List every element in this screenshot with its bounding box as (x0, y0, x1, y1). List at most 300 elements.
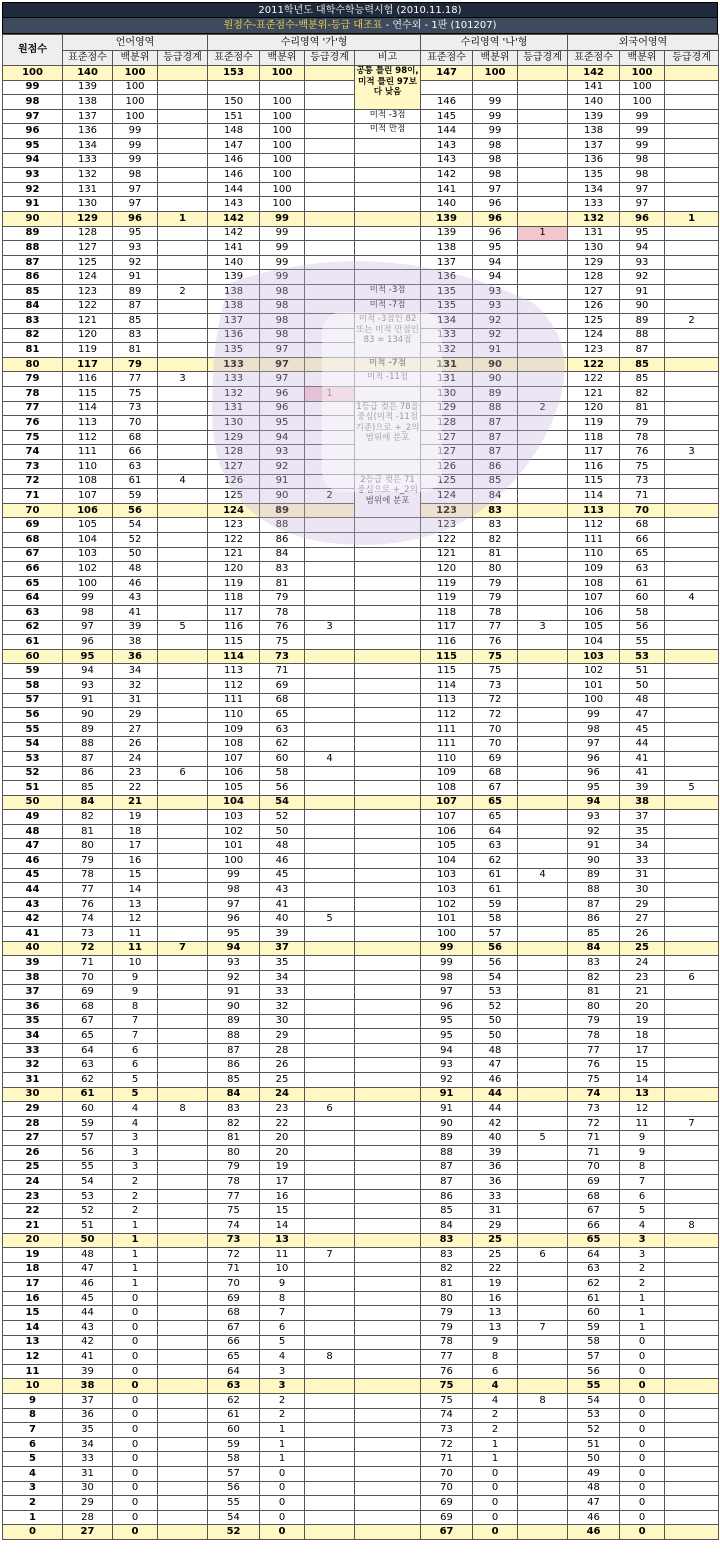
math-na-std-cell: 145 (421, 109, 473, 124)
korean-pct-cell: 89 (113, 284, 158, 299)
raw-score-cell: 32 (3, 1058, 63, 1073)
english-pct-cell: 25 (620, 941, 665, 956)
math-ga-grade-cell (305, 1379, 355, 1394)
english-std-cell: 96 (568, 766, 620, 781)
math-ga-std-cell: 100 (208, 854, 260, 869)
korean-pct-cell: 7 (113, 1014, 158, 1029)
korean-grade-cell (158, 1423, 208, 1438)
english-grade-cell (665, 1525, 719, 1540)
math-na-grade-cell (518, 956, 568, 971)
math-na-pct-cell: 82 (473, 533, 518, 548)
table-row (3, 1408, 719, 1423)
korean-grade-cell (158, 241, 208, 256)
math-ga-std-cell: 126 (208, 474, 260, 489)
math-na-std-cell: 71 (421, 1452, 473, 1467)
math-na-pct-cell: 64 (473, 824, 518, 839)
math-na-grade-cell (518, 460, 568, 475)
korean-std-cell: 43 (63, 1321, 113, 1336)
math-na-grade-cell (518, 1335, 568, 1350)
english-grade-cell (665, 1262, 719, 1277)
english-grade-cell (665, 824, 719, 839)
english-grade-cell (665, 664, 719, 679)
korean-pct-cell: 96 (113, 211, 158, 226)
math-ga-std-cell: 75 (208, 1204, 260, 1219)
math-na-pct-cell: 99 (473, 95, 518, 110)
math-na-grade-cell (518, 95, 568, 110)
math-na-std-cell: 107 (421, 795, 473, 810)
korean-pct-cell: 5 (113, 1072, 158, 1087)
math-na-grade-cell (518, 649, 568, 664)
math-na-grade-cell (518, 605, 568, 620)
math-na-grade-cell (518, 1408, 568, 1423)
korean-grade-cell (158, 868, 208, 883)
english-grade-cell (665, 270, 719, 285)
math-na-std-cell: 143 (421, 138, 473, 153)
raw-score-cell: 89 (3, 226, 63, 241)
note-cell (355, 781, 421, 796)
math-na-std-cell: 135 (421, 284, 473, 299)
math-ga-std-cell: 113 (208, 664, 260, 679)
math-ga-grade-cell (305, 1408, 355, 1423)
math-ga-grade-cell (305, 1364, 355, 1379)
raw-score-cell: 4 (3, 1467, 63, 1482)
korean-grade-cell (158, 270, 208, 285)
english-grade-cell (665, 985, 719, 1000)
header-pct: 백분위 (113, 51, 158, 66)
korean-std-cell: 98 (63, 605, 113, 620)
math-ga-std-cell (208, 80, 260, 95)
math-na-std-cell: 83 (421, 1248, 473, 1263)
page-title: 2011학년도 대학수학능력시험 (2010.11.18) (2, 2, 718, 18)
english-pct-cell: 1 (620, 1306, 665, 1321)
korean-grade-cell (158, 109, 208, 124)
math-na-pct-cell: 33 (473, 1189, 518, 1204)
korean-pct-cell: 41 (113, 605, 158, 620)
math-na-pct-cell: 98 (473, 168, 518, 183)
korean-grade-cell (158, 1321, 208, 1336)
math-ga-pct-cell: 34 (260, 970, 305, 985)
korean-grade-cell (158, 124, 208, 139)
korean-std-cell: 137 (63, 109, 113, 124)
math-ga-pct-cell: 90 (260, 489, 305, 504)
table-row (3, 1423, 719, 1438)
math-ga-pct-cell: 83 (260, 562, 305, 577)
math-ga-pct-cell: 69 (260, 678, 305, 693)
math-na-pct-cell: 96 (473, 211, 518, 226)
note-cell (355, 1072, 421, 1087)
math-ga-pct-cell: 94 (260, 430, 305, 445)
english-grade-cell (665, 795, 719, 810)
math-na-std-cell: 67 (421, 1525, 473, 1540)
math-na-grade-cell (518, 1000, 568, 1015)
korean-pct-cell: 39 (113, 620, 158, 635)
math-ga-std-cell: 124 (208, 503, 260, 518)
math-na-std-cell: 115 (421, 664, 473, 679)
math-na-pct-cell: 68 (473, 766, 518, 781)
korean-std-cell: 89 (63, 722, 113, 737)
math-ga-grade-cell (305, 781, 355, 796)
english-grade-cell: 1 (665, 211, 719, 226)
raw-score-cell: 90 (3, 211, 63, 226)
math-ga-pct-cell: 100 (260, 197, 305, 212)
raw-score-cell: 39 (3, 956, 63, 971)
math-ga-pct-cell: 100 (260, 95, 305, 110)
korean-std-cell: 120 (63, 328, 113, 343)
english-std-cell: 102 (568, 664, 620, 679)
english-pct-cell: 85 (620, 357, 665, 372)
math-na-pct-cell: 86 (473, 460, 518, 475)
korean-grade-cell (158, 1262, 208, 1277)
math-na-std-cell: 132 (421, 343, 473, 358)
korean-grade-cell: 1 (158, 211, 208, 226)
note-cell (355, 1394, 421, 1409)
korean-std-cell: 27 (63, 1525, 113, 1540)
math-ga-std-cell: 77 (208, 1189, 260, 1204)
math-ga-grade-cell (305, 1423, 355, 1438)
math-na-grade-cell: 8 (518, 1394, 568, 1409)
english-grade-cell (665, 226, 719, 241)
note-cell (355, 1423, 421, 1438)
math-ga-grade-cell (305, 1218, 355, 1233)
math-na-pct-cell: 22 (473, 1262, 518, 1277)
english-pct-cell: 23 (620, 970, 665, 985)
math-ga-std-cell: 121 (208, 547, 260, 562)
math-na-std-cell: 146 (421, 95, 473, 110)
table-row (3, 1481, 719, 1496)
math-na-std-cell: 93 (421, 1058, 473, 1073)
english-std-cell: 114 (568, 489, 620, 504)
note-cell (355, 912, 421, 927)
math-ga-pct-cell: 78 (260, 605, 305, 620)
english-grade-cell (665, 1029, 719, 1044)
math-ga-pct-cell: 37 (260, 941, 305, 956)
math-na-pct-cell: 61 (473, 883, 518, 898)
table-row (3, 1350, 719, 1365)
math-ga-std-cell: 79 (208, 1160, 260, 1175)
note-cell (355, 1306, 421, 1321)
math-ga-pct-cell: 81 (260, 576, 305, 591)
korean-pct-cell: 50 (113, 547, 158, 562)
english-std-cell: 96 (568, 751, 620, 766)
english-pct-cell: 85 (620, 372, 665, 387)
english-pct-cell: 2 (620, 1262, 665, 1277)
note-cell (355, 1058, 421, 1073)
math-ga-std-cell: 104 (208, 795, 260, 810)
korean-std-cell: 106 (63, 503, 113, 518)
korean-grade-cell: 7 (158, 941, 208, 956)
table-row (3, 562, 719, 577)
korean-pct-cell: 27 (113, 722, 158, 737)
table-row (3, 1364, 719, 1379)
math-ga-std-cell: 136 (208, 328, 260, 343)
math-ga-grade-cell (305, 1014, 355, 1029)
korean-pct-cell: 3 (113, 1145, 158, 1160)
korean-pct-cell: 11 (113, 941, 158, 956)
korean-grade-cell (158, 1496, 208, 1511)
table-row (3, 839, 719, 854)
english-grade-cell (665, 95, 719, 110)
math-na-std-cell: 131 (421, 357, 473, 372)
english-grade-cell (665, 1437, 719, 1452)
english-grade-cell (665, 883, 719, 898)
math-na-grade-cell (518, 182, 568, 197)
math-na-std-cell: 99 (421, 956, 473, 971)
math-ga-std-cell: 99 (208, 868, 260, 883)
math-ga-std-cell: 56 (208, 1481, 260, 1496)
korean-grade-cell (158, 649, 208, 664)
korean-pct-cell: 12 (113, 912, 158, 927)
math-na-pct-cell: 72 (473, 708, 518, 723)
math-na-std-cell: 80 (421, 1291, 473, 1306)
english-pct-cell: 56 (620, 620, 665, 635)
korean-grade-cell: 4 (158, 474, 208, 489)
table-row (3, 1145, 719, 1160)
table-row (3, 1189, 719, 1204)
korean-grade-cell (158, 1437, 208, 1452)
math-na-grade-cell (518, 153, 568, 168)
math-ga-grade-cell (305, 503, 355, 518)
english-std-cell: 76 (568, 1058, 620, 1073)
english-std-cell: 94 (568, 795, 620, 810)
math-ga-grade-cell (305, 241, 355, 256)
english-pct-cell: 60 (620, 591, 665, 606)
math-na-pct-cell: 63 (473, 839, 518, 854)
korean-grade-cell (158, 80, 208, 95)
korean-pct-cell: 3 (113, 1160, 158, 1175)
korean-std-cell: 108 (63, 474, 113, 489)
math-ga-grade-cell (305, 1262, 355, 1277)
korean-pct-cell: 52 (113, 533, 158, 548)
math-na-std-cell: 69 (421, 1510, 473, 1525)
math-na-std-cell: 97 (421, 985, 473, 1000)
note-cell (355, 1000, 421, 1015)
english-std-cell: 107 (568, 591, 620, 606)
math-na-pct-cell: 70 (473, 737, 518, 752)
math-na-grade-cell: 5 (518, 1131, 568, 1146)
math-ga-pct-cell: 11 (260, 1248, 305, 1263)
math-ga-grade-cell (305, 226, 355, 241)
english-grade-cell (665, 1160, 719, 1175)
math-na-grade-cell (518, 1014, 568, 1029)
raw-score-cell: 54 (3, 737, 63, 752)
table-row (3, 241, 719, 256)
note-cell (355, 1364, 421, 1379)
math-na-std-cell: 70 (421, 1481, 473, 1496)
korean-std-cell: 50 (63, 1233, 113, 1248)
math-na-std-cell: 107 (421, 810, 473, 825)
english-pct-cell: 100 (620, 80, 665, 95)
english-pct-cell: 55 (620, 635, 665, 650)
math-ga-std-cell: 55 (208, 1496, 260, 1511)
math-na-grade-cell (518, 314, 568, 329)
math-ga-pct-cell: 79 (260, 591, 305, 606)
korean-pct-cell: 3 (113, 1131, 158, 1146)
math-na-pct-cell: 85 (473, 474, 518, 489)
math-na-std-cell: 74 (421, 1408, 473, 1423)
table-row (3, 1029, 719, 1044)
math-na-pct-cell: 16 (473, 1291, 518, 1306)
english-std-cell: 132 (568, 211, 620, 226)
korean-grade-cell (158, 401, 208, 416)
page-subtitle (2, 18, 718, 34)
english-std-cell: 100 (568, 693, 620, 708)
english-pct-cell: 0 (620, 1408, 665, 1423)
math-ga-std-cell: 107 (208, 751, 260, 766)
math-ga-std-cell: 69 (208, 1291, 260, 1306)
english-pct-cell: 92 (620, 270, 665, 285)
math-na-grade-cell (518, 1072, 568, 1087)
korean-pct-cell: 8 (113, 1000, 158, 1015)
math-ga-pct-cell: 100 (260, 66, 305, 81)
math-ga-grade-cell (305, 1160, 355, 1175)
english-pct-cell: 58 (620, 605, 665, 620)
note-cell: 미적 -7점 (355, 357, 421, 372)
korean-grade-cell (158, 255, 208, 270)
math-ga-pct-cell: 9 (260, 1277, 305, 1292)
math-na-grade-cell (518, 1160, 568, 1175)
english-std-cell: 80 (568, 1000, 620, 1015)
math-na-pct-cell: 69 (473, 751, 518, 766)
math-ga-std-cell: 106 (208, 766, 260, 781)
math-na-grade-cell (518, 1364, 568, 1379)
header-note: 비고 (355, 51, 421, 66)
note-cell: 미적 -7점 (355, 299, 421, 314)
math-ga-pct-cell: 88 (260, 518, 305, 533)
math-na-grade-cell (518, 168, 568, 183)
korean-grade-cell (158, 95, 208, 110)
table-row (3, 985, 719, 1000)
math-ga-std-cell: 88 (208, 1029, 260, 1044)
table-row (3, 635, 719, 650)
math-ga-pct-cell: 46 (260, 854, 305, 869)
korean-pct-cell: 75 (113, 387, 158, 402)
math-na-std-cell: 118 (421, 605, 473, 620)
math-ga-grade-cell (305, 941, 355, 956)
english-pct-cell: 99 (620, 138, 665, 153)
korean-pct-cell: 59 (113, 489, 158, 504)
korean-std-cell: 130 (63, 197, 113, 212)
math-na-pct-cell: 76 (473, 635, 518, 650)
english-grade-cell (665, 182, 719, 197)
english-grade-cell (665, 168, 719, 183)
english-pct-cell: 73 (620, 474, 665, 489)
raw-score-cell: 85 (3, 284, 63, 299)
english-std-cell: 110 (568, 547, 620, 562)
note-cell (355, 927, 421, 942)
math-na-pct-cell: 90 (473, 372, 518, 387)
korean-grade-cell (158, 1189, 208, 1204)
math-ga-grade-cell (305, 1043, 355, 1058)
math-na-pct-cell: 83 (473, 518, 518, 533)
raw-score-cell: 13 (3, 1335, 63, 1350)
math-ga-grade-cell (305, 854, 355, 869)
note-cell (355, 985, 421, 1000)
korean-std-cell: 76 (63, 897, 113, 912)
english-pct-cell: 17 (620, 1043, 665, 1058)
english-pct-cell: 48 (620, 693, 665, 708)
korean-grade-cell (158, 795, 208, 810)
math-ga-grade-cell (305, 839, 355, 854)
english-std-cell: 95 (568, 781, 620, 796)
header-pct: 백분위 (260, 51, 305, 66)
korean-std-cell: 38 (63, 1379, 113, 1394)
math-ga-pct-cell: 100 (260, 182, 305, 197)
math-ga-grade-cell (305, 708, 355, 723)
math-na-pct-cell (473, 80, 518, 95)
note-cell (355, 1350, 421, 1365)
english-pct-cell: 21 (620, 985, 665, 1000)
english-grade-cell: 5 (665, 781, 719, 796)
math-na-grade-cell (518, 854, 568, 869)
table-row (3, 605, 719, 620)
korean-pct-cell: 1 (113, 1218, 158, 1233)
raw-score-cell: 88 (3, 241, 63, 256)
note-cell (355, 956, 421, 971)
english-grade-cell (665, 839, 719, 854)
raw-score-cell: 78 (3, 387, 63, 402)
korean-pct-cell: 15 (113, 868, 158, 883)
korean-grade-cell (158, 927, 208, 942)
english-pct-cell: 12 (620, 1102, 665, 1117)
math-na-std-cell: 111 (421, 737, 473, 752)
english-grade-cell (665, 1423, 719, 1438)
math-ga-pct-cell: 91 (260, 474, 305, 489)
korean-pct-cell: 48 (113, 562, 158, 577)
korean-grade-cell (158, 562, 208, 577)
table-row (3, 1467, 719, 1482)
korean-grade-cell (158, 430, 208, 445)
math-na-std-cell: 144 (421, 124, 473, 139)
korean-std-cell: 102 (63, 562, 113, 577)
math-na-grade-cell (518, 708, 568, 723)
math-ga-grade-cell (305, 591, 355, 606)
math-ga-std-cell: 129 (208, 430, 260, 445)
english-pct-cell: 3 (620, 1248, 665, 1263)
korean-pct-cell: 100 (113, 80, 158, 95)
english-std-cell: 112 (568, 518, 620, 533)
math-ga-std-cell: 112 (208, 678, 260, 693)
header-grade: 등급경계 (665, 51, 719, 66)
math-na-pct-cell: 2 (473, 1408, 518, 1423)
korean-std-cell: 91 (63, 693, 113, 708)
math-na-grade-cell (518, 897, 568, 912)
math-ga-std-cell: 98 (208, 883, 260, 898)
korean-std-cell: 35 (63, 1423, 113, 1438)
math-na-std-cell: 135 (421, 299, 473, 314)
korean-pct-cell: 0 (113, 1379, 158, 1394)
math-na-pct-cell: 0 (473, 1525, 518, 1540)
raw-score-cell: 45 (3, 868, 63, 883)
math-na-grade-cell (518, 912, 568, 927)
korean-pct-cell: 38 (113, 635, 158, 650)
korean-pct-cell: 36 (113, 649, 158, 664)
korean-std-cell: 29 (63, 1496, 113, 1511)
math-ga-grade-cell (305, 1000, 355, 1015)
korean-std-cell: 94 (63, 664, 113, 679)
table-row (3, 956, 719, 971)
english-pct-cell: 14 (620, 1072, 665, 1087)
note-cell (355, 620, 421, 635)
note-cell (355, 795, 421, 810)
korean-std-cell: 82 (63, 810, 113, 825)
math-ga-grade-cell (305, 1335, 355, 1350)
korean-grade-cell (158, 1160, 208, 1175)
math-ga-std-cell: 83 (208, 1102, 260, 1117)
table-row (3, 737, 719, 752)
english-grade-cell (665, 810, 719, 825)
math-ga-grade-cell (305, 1496, 355, 1511)
math-na-std-cell: 87 (421, 1175, 473, 1190)
